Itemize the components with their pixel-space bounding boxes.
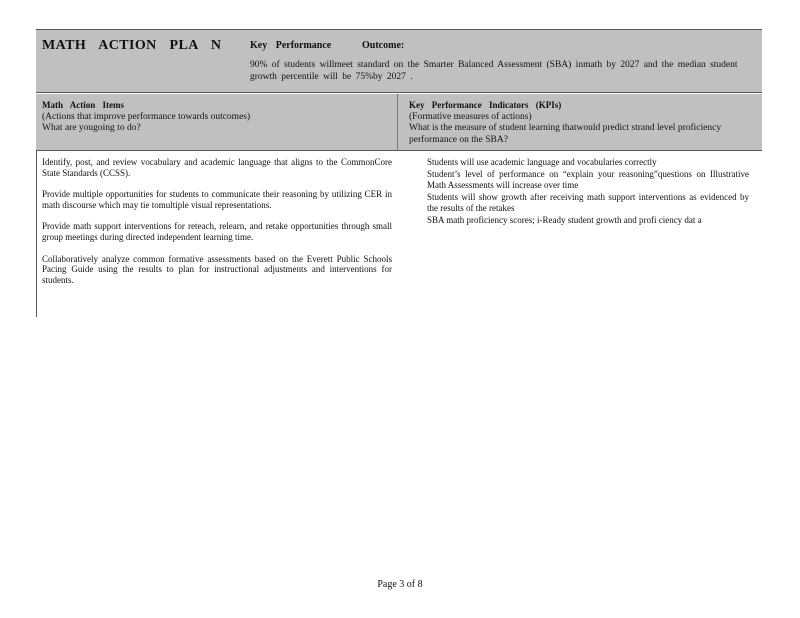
action-item: Collaboratively analyze common formative assessments based on the Everett Public Schools Pacing Guide using the results to plan for instructional adjustments and interventions for students.	[42, 253, 392, 285]
kpi-item	[409, 157, 749, 169]
kpi-subheading: (Formative measures of actions)	[409, 111, 532, 122]
action-item: Provide math support interventions for reteach, relearn, and retake opportunities through small group meetings during directed independent learning time.	[42, 221, 392, 242]
kpi-item-text: Students will use academic language and vocabularies correctly	[427, 157, 657, 167]
action-item: Identify, post, and review vocabulary and academic language that aligns to the CommonCore State Standards (CCSS).	[42, 157, 392, 178]
action-items-subheading: (Actions that improve performance towards outcomes)	[42, 111, 251, 122]
outcome-label: Outcome:	[362, 40, 405, 51]
kpi-item-text: Student’s level of performance on “explain your reasoning”questions on Illustrative Math Assessments will increase over time	[427, 168, 749, 191]
key-performance-outcome-text: 90% of students willmeet standard on the Smarter Balanced Assessment (SBA) inmath by 2027 and the median student growth percentile will be 75%by 2027 .	[250, 60, 738, 82]
kpi-list	[409, 157, 749, 227]
page-number: Page 3 of 8	[377, 579, 423, 590]
action-items-header	[42, 100, 392, 135]
kpi-item	[409, 215, 749, 227]
kpi-heading: Key Performance Indicators (KPIs)	[409, 100, 562, 110]
column-headers	[36, 94, 762, 151]
table-left-border	[36, 151, 37, 317]
action-items-list	[42, 157, 392, 296]
action-items-heading: Math Action Items	[42, 100, 124, 110]
kpi-item	[409, 192, 749, 215]
kpi-item-text: SBA math proficiency scores; i-Ready student growth and profi ciency dat a	[427, 214, 702, 225]
plan-header	[36, 29, 762, 93]
action-item: Provide multiple opportunities for students to communicate their reasoning by utilizing CER in math discourse which may tie tomultiple visual representations.	[42, 189, 392, 210]
column-divider	[397, 94, 398, 151]
kpi-header	[409, 100, 754, 146]
plan-title: MATH ACTION PLA N	[42, 38, 222, 53]
key-performance-label: Key Performance	[250, 40, 332, 51]
kpi-item	[409, 169, 749, 192]
kpi-question: What is the measure of student learning thatwould predict strand level proficiency performance on the SBA?	[409, 123, 722, 145]
action-items-question: What are yougoing to do?	[42, 123, 141, 133]
kpi-item-text: Students will show growth after receiving math support interventions as evidenced by the results of the retakes	[427, 191, 749, 214]
